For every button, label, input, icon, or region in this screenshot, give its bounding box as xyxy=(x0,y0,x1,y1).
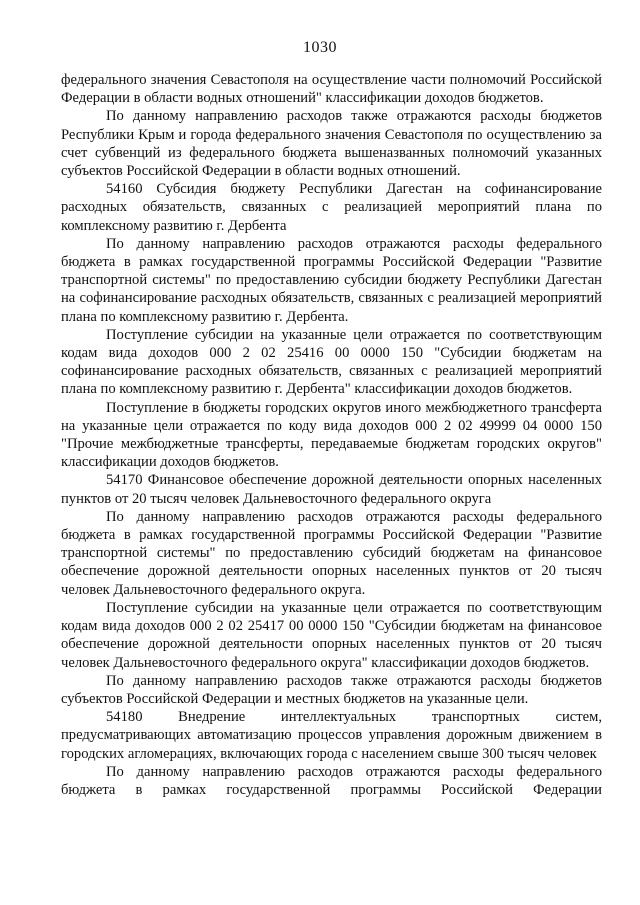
document-body xyxy=(61,71,602,799)
paragraph: По данному направлению расходов также отражаются расходы бюджетов Республики Крым и города федерального значения Севастополя по осуществлению за счет субвенций из федерального бюджета вышеназванных полномочий указанных субъектов Российской Федерации в области водных отношений. xyxy=(61,108,602,180)
page-number: 1030 xyxy=(303,39,337,56)
section-heading-54180: 54180 Внедрение интеллектуальных транспортных систем, предусматривающих автоматизацию процессов управления дорожным движением в городских агломерациях, включающих города с населением свыше 300 тысяч человек xyxy=(61,709,602,762)
section-heading-54170: 54170 Финансовое обеспечение дорожной деятельности опорных населенных пунктов от 20 тысяч человек Дальневосточного федерального округа xyxy=(61,472,602,507)
paragraph: Поступление субсидии на указанные цели отражается по соответствующим кодам вида доходов 000 2 02 25416 00 0000 150 "Субсидии бюджетам на софинансирование расходных обязательств, связанных с реализацией мероприятий плана по комплексному развитию г. Дербента" классификации доходов бюджетов. xyxy=(61,326,602,398)
section-heading-54160: 54160 Субсидия бюджету Республики Дагестан на софинансирование расходных обязательств, связанных с реализацией мероприятий плана по комплексному развитию г. Дербента xyxy=(61,181,602,234)
paragraph: По данному направлению расходов также отражаются расходы бюджетов субъектов Российской Федерации и местных бюджетов на указанные цели. xyxy=(61,672,602,707)
paragraph: По данному направлению расходов отражаются расходы федерального бюджета в рамках государственной программы Российской Федерации "Развитие транспортной системы" по предоставлению субсидий бюджетам на финансовое обеспечение дорожной деятельности опорных населенных пунктов от 20 тысяч человек Дальневосточного федерального округа. xyxy=(61,508,602,598)
paragraph: По данному направлению расходов отражаются расходы федерального бюджета в рамках государственной программы Российской Федерации xyxy=(61,763,602,798)
paragraph: федерального значения Севастополя на осуществление части полномочий Российской Федерации в области водных отношений" классификации доходов бюджетов. xyxy=(61,72,602,107)
paragraph: По данному направлению расходов отражаются расходы федерального бюджета в рамках государственной программы Российской Федерации "Развитие транспортной системы" по предоставлению субсидии бюджету Республики Дагестан на софинансирование расходных обязательств, связанных с реализацией мероприятий плана по комплексному развитию г. Дербента. xyxy=(61,235,602,325)
paragraph: Поступление в бюджеты городских округов иного межбюджетного трансферта на указанные цели отражается по коду вида доходов 000 2 02 49999 04 0000 150 "Прочие межбюджетные трансферты, передаваемые бюджетам городских округов" классификации доходов бюджетов. xyxy=(61,399,602,471)
paragraph: Поступление субсидии на указанные цели отражается по соответствующим кодам вида доходов 000 2 02 25417 00 0000 150 "Субсидии бюджетам на финансовое обеспечение дорожной деятельности опорных населенных пунктов от 20 тысяч человек Дальневосточного федерального округа" классификации доходов бюджетов. xyxy=(61,599,602,671)
